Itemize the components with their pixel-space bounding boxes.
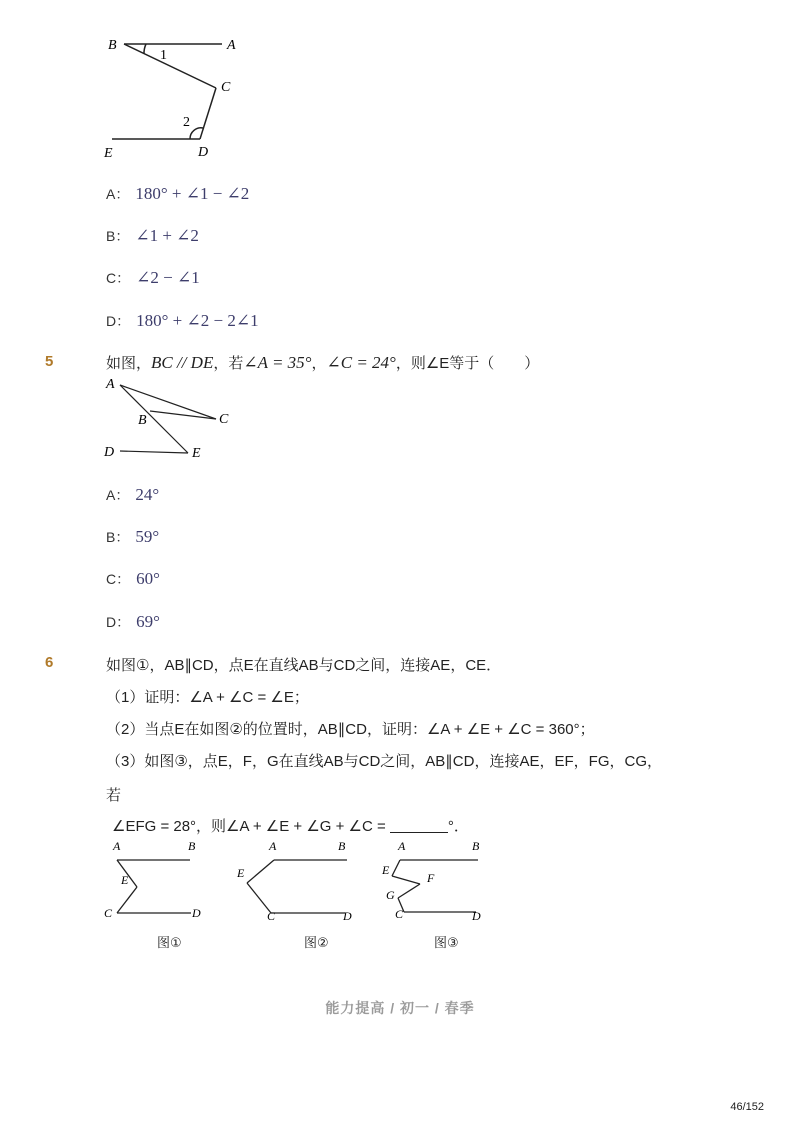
q5-option-a[interactable] (106, 485, 159, 505)
q5-label-d: D (104, 445, 115, 460)
fig3-label-c: C (395, 907, 404, 921)
q6-line-6-end: °． (447, 818, 469, 835)
q5-stem-prefix: 如图， (106, 355, 152, 372)
q5-stem-math1: BC // DE (151, 353, 214, 372)
option-value: 180° + ∠1 − ∠2 (135, 184, 250, 203)
q6-figure-3-caption: 图③ (434, 935, 459, 950)
q5-option-d[interactable] (106, 612, 160, 632)
fig2-label-c: C (267, 909, 276, 923)
q4-label-c: C (221, 80, 231, 95)
q5-stem-suffix: ，则∠E等于（ ） (395, 355, 540, 372)
q4-option-d[interactable] (106, 311, 259, 331)
option-value: ∠1 + ∠2 (135, 226, 199, 245)
q4-label-a: A (227, 38, 236, 53)
q5-number: 5 (45, 353, 54, 370)
q4-label-b: B (108, 38, 117, 53)
option-letter: A： (106, 186, 130, 202)
answer-blank[interactable] (390, 818, 448, 833)
q6-line-6-expr: ∠EFG = 28°，则∠A + ∠E + ∠G + ∠C = (112, 818, 390, 835)
q6-line-6 (112, 815, 469, 836)
q4-label-e: E (104, 146, 113, 161)
option-letter: A： (106, 487, 130, 503)
option-value: 24° (135, 485, 160, 504)
option-letter: C： (106, 270, 131, 286)
fig3-label-a: A (398, 839, 406, 853)
q5-stem-mid2: ， (311, 355, 327, 372)
option-value: 59° (135, 527, 160, 546)
q5-stem-math2: ∠A = 35° (243, 353, 312, 372)
fig1-label-c: C (104, 906, 113, 920)
q4-label-d: D (198, 145, 209, 160)
option-letter: C： (106, 571, 131, 587)
page-footer: 能力提高 / 初一 / 春季 (325, 1000, 475, 1016)
q6-line-2: （1）证明：∠A + ∠C = ∠E； (106, 689, 309, 706)
q6-line-3: （2）当点E在如图②的位置时，AB∥CD，证明：∠A + ∠E + ∠C = 360°； (106, 721, 595, 738)
option-value: 180° + ∠2 − 2∠1 (136, 311, 259, 330)
option-value: ∠2 − ∠1 (136, 268, 200, 287)
fig1-label-e: E (121, 873, 129, 887)
fig3-label-g: G (386, 888, 395, 902)
fig3-label-f: F (427, 871, 435, 885)
q5-label-a: A (106, 377, 115, 392)
fig1-label-a: A (113, 839, 121, 853)
option-letter: B： (106, 529, 130, 545)
q4-option-b[interactable] (106, 226, 199, 246)
q5-stem (106, 352, 539, 373)
q5-label-c: C (219, 412, 229, 427)
q5-label-e: E (192, 446, 201, 461)
fig3-label-d: D (472, 909, 481, 923)
fig1-label-d: D (192, 906, 201, 920)
q5-figure (100, 372, 240, 464)
fig2-label-d: D (343, 909, 352, 923)
q6-figure-1-caption: 图① (157, 935, 182, 950)
q6-figure-1 (100, 836, 210, 926)
fig2-label-b: B (338, 839, 346, 853)
fig2-label-e: E (237, 866, 245, 880)
fig3-label-b: B (472, 839, 480, 853)
q5-option-c[interactable] (106, 569, 160, 589)
q6-line-5: 若 (106, 787, 122, 804)
q6-line-1: 如图①，AB∥CD，点E在直线AB与CD之间，连接AE，CE． (106, 657, 502, 674)
q4-option-a[interactable] (106, 184, 249, 204)
option-value: 60° (136, 569, 160, 588)
option-letter: B： (106, 228, 130, 244)
q4-label-1: 1 (160, 48, 167, 63)
fig2-label-a: A (269, 839, 277, 853)
fig1-label-b: B (188, 839, 196, 853)
option-letter: D： (106, 313, 131, 329)
fig3-label-e: E (382, 863, 390, 877)
q6-number: 6 (45, 654, 54, 671)
q4-label-2: 2 (183, 115, 190, 130)
q6-figure-2-caption: 图② (304, 935, 329, 950)
q5-label-b: B (138, 413, 147, 428)
page-number: 46/152 (730, 1101, 764, 1113)
q5-option-b[interactable] (106, 527, 159, 547)
q6-figure-2 (232, 836, 362, 926)
option-value: 69° (136, 612, 160, 631)
q6-figure-3 (378, 836, 498, 928)
q4-figure (100, 30, 260, 165)
q5-stem-math3: ∠C = 24° (326, 353, 396, 372)
q6-line-4: （3）如图③，点E，F，G在直线AB与CD之间，AB∥CD，连接AE，EF，FG，CG， (106, 753, 662, 770)
option-letter: D： (106, 614, 131, 630)
q4-option-c[interactable] (106, 268, 200, 288)
q5-stem-mid1: ，若 (213, 355, 244, 372)
